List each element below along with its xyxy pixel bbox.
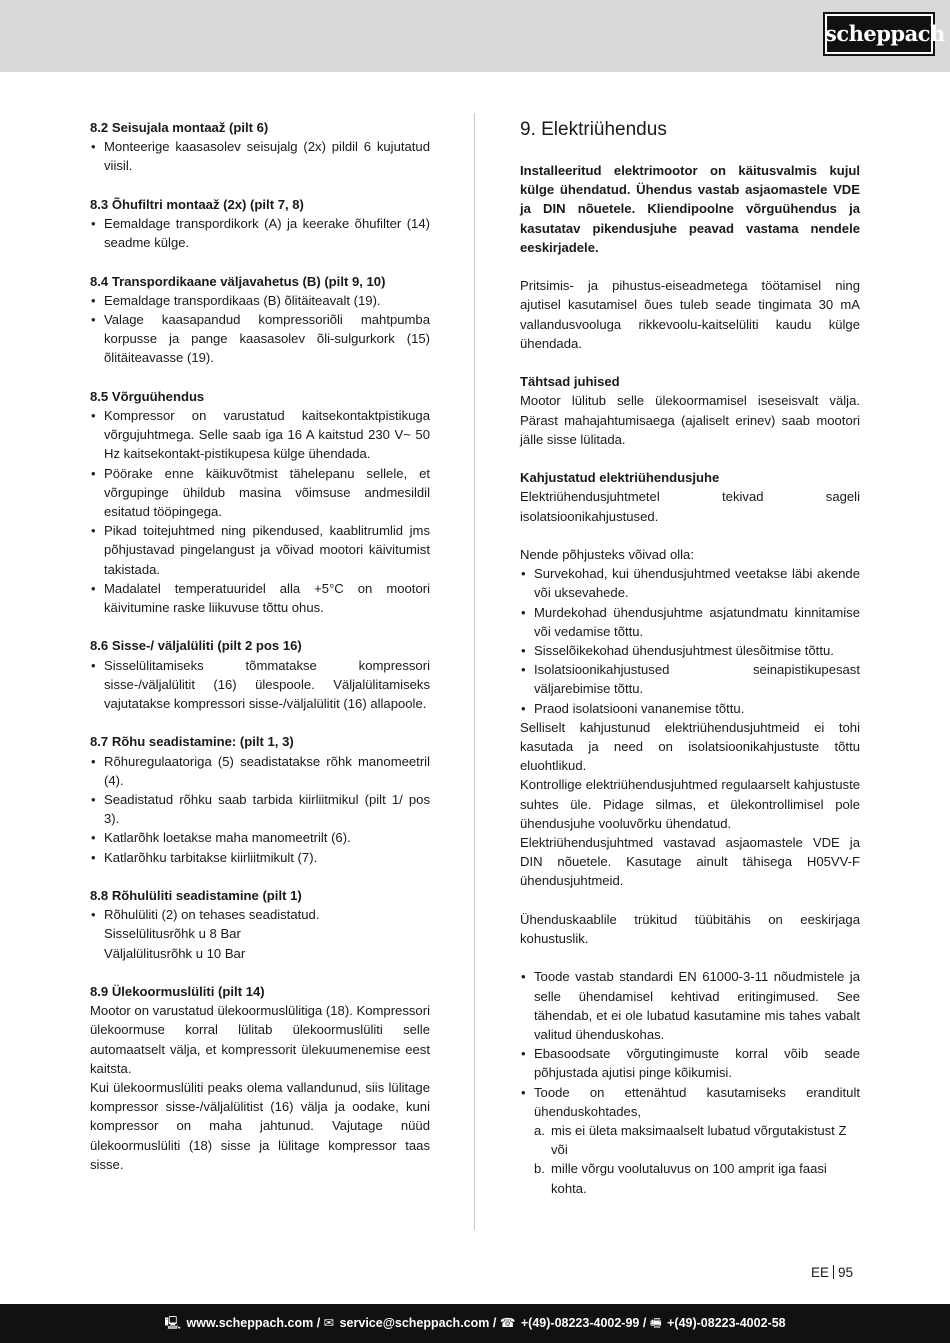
section (90, 387, 430, 617)
list-item: • Toode on ettenähtud kasutamiseks eranditult ühenduskohtades, (520, 1083, 860, 1121)
intro-bold-paragraph: Installeeritud elektrimootor on käitusvalmis kujul külge ühendatud. Ühendus vastab asjaomastele VDE ja DIN nõuetele. Kliendipoolne võrguühendus ja kasutatav pikendusjuhe peavad vastama nendele eeskirjadele. (520, 163, 860, 255)
section (90, 982, 430, 1174)
footer-email[interactable]: service@scheppach.com (339, 1316, 490, 1330)
important-title: Tähtsad juhised (520, 374, 620, 390)
page-number-separator (833, 1265, 834, 1279)
damaged-cable-text: Elektriühendusjuhtmetel tekivad sageli isolatsioonikahjustused. (520, 489, 860, 524)
section-title: 8.9 Ülekoormuslüliti (pilt 14) (90, 984, 265, 1000)
after-causes-paragraphs (520, 718, 860, 891)
standard-section (520, 967, 860, 1197)
list-item: • Rõhulüliti (2) on tehases seadistatud. Sisselülitusrõhk u 8 Bar Väljalülitusrõhk u 10 Bar (90, 905, 430, 963)
column-divider (474, 113, 475, 1230)
list-item: • Survekohad, kui ühendusjuhtmed veetakse läbi akende või uksevahede. (520, 564, 860, 602)
standard-bullets (520, 967, 860, 1121)
list-item: • Praod isolatsiooni vananemise tõttu. (520, 699, 860, 718)
damaged-cable-section (520, 468, 860, 526)
sub-item-marker: a. (534, 1123, 545, 1139)
section (90, 886, 430, 963)
bullet-list (90, 656, 430, 714)
list-item: • Kompressor on varustatud kaitsekontaktpistikuga võrgujuhtmega. Selle saab iga 16 A kaitstud 230 V~ 50 Hz kaitsekontakt-pistikupesa külge ühendada. (90, 406, 430, 464)
section (90, 195, 430, 253)
bullet-list (90, 905, 430, 963)
paragraph: Selliselt kahjustunud elektriühendusjuhtmeid ei tohi kasutada ja need on isolatsioonikahjustuste tõttu eluohtlikud. (520, 719, 860, 774)
page-number-value: 95 (838, 1265, 854, 1280)
fax-icon: 🖷 (649, 1316, 662, 1330)
footer-phone[interactable]: +(49)-08223-4002-99 (520, 1316, 640, 1330)
phone-icon: ☎ (499, 1316, 516, 1330)
list-item: • Katlarõhku tarbitakse kiirliitmikult (7). (90, 848, 430, 867)
list-item: • Pikad toitejuhtmed ning pikendused, kaablitrumlid jms põhjustavad pingelangust ja võivad mootori käivitumist takistada. (90, 521, 430, 579)
list-item: • Sisselülitamiseks tõmmatakse kompressori sisse-/väljalülitit (16) ülespoole. Väljalülitamiseks vajutatakse kompressori sisse-/väljalülitit (16) allapoole. (90, 656, 430, 714)
list-item: • Eemaldage transpordikaas (B) õlitäiteavalt (19). (90, 291, 430, 310)
list-item: • Isolatsioonikahjustused seinapistikupesast väljarebimise tõttu. (520, 660, 860, 698)
footer-website[interactable]: www.scheppach.com (186, 1316, 314, 1330)
footer-bar (0, 1304, 950, 1343)
causes-intro: Nende põhjusteks võivad olla: (520, 547, 694, 562)
header-band (0, 0, 950, 72)
footer-separator: / (316, 1316, 324, 1330)
important-text: Mootor lülitub selle ülekoormamisel iseseisvalt välja. Pärast mahajahtumisaega (ajaliselt erinev) saab mootori jälle sisse lülitada. (520, 393, 860, 447)
sub-items-list (520, 1121, 860, 1198)
list-item: • Monteerige kaasasolev seisujalg (2x) pildil 6 kujutatud viisil. (90, 137, 430, 175)
chapter-title: 9. Elektriühendus (520, 119, 667, 140)
causes-section (520, 545, 860, 891)
list-item: • Rõhuregulaatoriga (5) seadistatakse rõhk manomeetril (4). (90, 752, 430, 790)
list-item: • Seadistatud rõhku saab tarbida kiirliitmikul (pilt 1/ pos 3). (90, 790, 430, 828)
monitor-icon: 🖳 (164, 1316, 182, 1330)
sub-list-item (534, 1121, 860, 1159)
intro-paragraph: Pritsimis- ja pihustus-eiseadmetega töötamisel ning ajutisel kasutamisel õues tuleb seade tingimata 30 mA vallandusvooluga rikkevoolu-kaitselüliti kaudu külge ühendada. (520, 278, 860, 351)
section-title: 8.5 Võrguühendus (90, 388, 205, 404)
list-item: • Eemaldage transpordikork (A) ja keerake õhufilter (14) seadme külge. (90, 214, 430, 252)
sub-item-text: mis ei ületa maksimaalselt lubatud võrgutakistust Z või (551, 1123, 847, 1158)
section-title: 8.6 Sisse-/ väljalüliti (pilt 2 pos 16) (90, 638, 302, 654)
list-item: • Murdekohad ühendusjuhtme asjatundmatu kinnitamise või vedamise tõttu. (520, 603, 860, 641)
brand-logo: scheppach (823, 12, 935, 56)
sub-item-marker: b. (534, 1161, 545, 1177)
section (90, 732, 430, 866)
bullet-list (90, 406, 430, 617)
page-lang: EE (811, 1265, 830, 1280)
paragraph: Elektriühendusjuhtmed vastavad asjaomastele VDE ja DIN nõuetele. Kasutage ainult tähisega H05VV-F ühendusjuhtmeid. (520, 835, 860, 889)
bullet-list (90, 291, 430, 368)
paragraph: Mootor on varustatud ülekoormuslülitiga (18). Kompressori ülekoormuse korral lülitab ülekoormuslüliti selle automaatselt välja, et kompressorit ülekuumenemise eest kaitsta. (90, 1003, 430, 1076)
section-title: 8.4 Transpordikaane väljavahetus (B) (pilt 9, 10) (90, 273, 386, 289)
label-requirement-text: Ühenduskaablile trükitud tüübitähis on eeskirjaga kohustuslik. (520, 911, 860, 947)
section-title: 8.2 Seisujala montaaž (pilt 6) (90, 120, 269, 135)
list-item: • Pöörake enne käikuvõtmist tähelepanu sellele, et võrgupinge ühildub masina võimsuse andmesildil esitatud tööpingega. (90, 464, 430, 522)
list-item: • Madalatel temperatuuridel alla +5°C on mootori käivitumine raske liikuvuse tõttu ohus. (90, 579, 430, 617)
list-item: • Toode vastab standardi EN 61000-3-11 nõudmistele ja selle ühendamisel kehtivad eritingimused. See tähendab, et ei ole lubatud kasutamine mis tahes vabalt valitud ühenduskohas. (520, 967, 860, 1044)
footer-separator: / (642, 1316, 650, 1330)
damaged-cable-title: Kahjustatud elektriühendusjuhe (520, 470, 720, 486)
sub-item-text: mille võrgu voolutaluvus on 100 amprit iga faasi kohta. (551, 1161, 827, 1196)
paragraph: Kui ülekoormuslüliti peaks olema vallandunud, siis lülitage kompressor sisse-/väljalülitist (16) välja ja oodake, kuni kompressor on maha jahtunud. Vajutage nüüd ülekoormuslüliti (18) sisse ja lülitage kompressor taas sisse. (90, 1080, 430, 1172)
footer-fax[interactable]: +(49)-08223-4002-58 (667, 1316, 786, 1330)
important-section (520, 372, 860, 449)
list-item: • Sisselõikekohad ühendusjuhtmest ülesõitmise tõttu. (520, 641, 860, 660)
right-column (520, 118, 860, 1198)
section-title: 8.3 Õhufiltri montaaž (2x) (pilt 7, 8) (90, 196, 304, 212)
sub-list-item (534, 1159, 860, 1197)
section (90, 118, 430, 176)
section (90, 272, 430, 368)
causes-list (520, 564, 860, 718)
left-column (90, 118, 430, 1193)
bullet-list (90, 137, 430, 175)
envelope-icon: ✉ (323, 1316, 335, 1330)
list-item: • Katlarõhk loetakse maha manomeetrilt (6). (90, 828, 430, 847)
page-number (811, 1265, 853, 1280)
paragraph: Kontrollige elektriühendusjuhtmed regulaarselt kahjustuste suhtes üle. Pidage silmas, et ülekontrollimisel pole ühendusjuhe vooluvõrku ühendatud. (520, 777, 860, 831)
list-item: • Ebasoodsate võrgutingimuste korral võib seade põhjustada ajutisi pinge kõikumisi. (520, 1044, 860, 1082)
list-item: • Valage kaasapandud kompressoriõli mahtpumba korpusse ja pange kaasasolev õli-sulgurkork (15) õlitäiteavasse (19). (90, 310, 430, 368)
bullet-list (90, 752, 430, 867)
section-title: 8.7 Rõhu seadistamine: (pilt 1, 3) (90, 734, 294, 750)
section (90, 636, 430, 713)
footer-separator: / (492, 1316, 500, 1330)
section-title: 8.8 Rõhulüliti seadistamine (pilt 1) (90, 888, 302, 904)
bullet-list (90, 214, 430, 252)
